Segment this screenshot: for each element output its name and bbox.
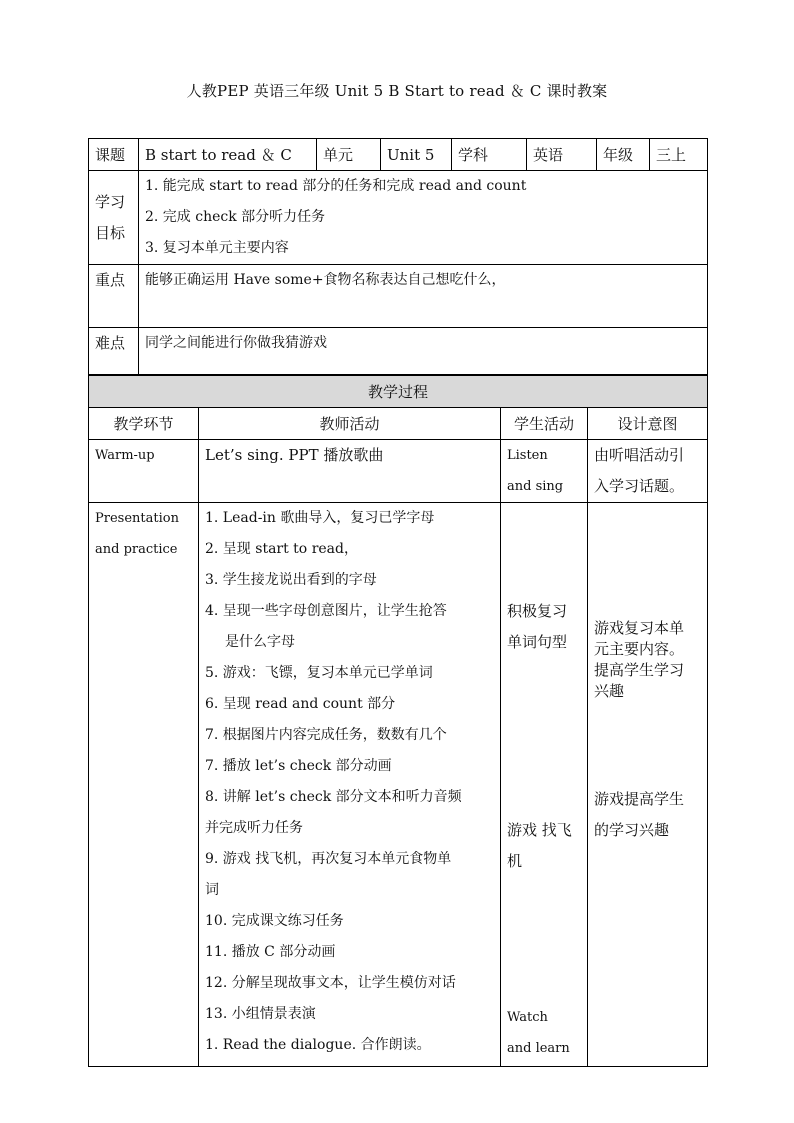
goals-list <box>139 171 708 265</box>
process-band: 教学过程 <box>89 376 708 408</box>
key-point-label: 重点 <box>89 265 139 328</box>
goal-item: 3. 复习本单元主要内容 <box>145 240 289 256</box>
topic-label: 课题 <box>89 139 139 171</box>
teacher-step: 9. 游戏 找飞机，再次复习本单元食物单 <box>205 851 452 867</box>
teacher-step: 8. 讲解 let’s check 部分文本和听力音频 <box>205 789 462 805</box>
teacher-step: 5. 游戏：飞镖，复习本单元已学单词 <box>205 665 433 681</box>
header-row <box>89 139 708 171</box>
teaching-process-table <box>88 375 708 1067</box>
teacher-step: 7. 根据图片内容完成任务，数数有几个 <box>205 727 447 743</box>
column-header-row <box>89 408 708 440</box>
teacher-step: 12. 分解呈现故事文本，让学生模仿对话 <box>205 975 456 991</box>
teacher-step: 11. 播放 C 部分动画 <box>205 944 336 960</box>
student-activity-review: 积极复习 单词句型 <box>507 602 568 651</box>
warmup-row <box>89 440 708 503</box>
teacher-step: 1. Lead-in 歌曲导入，复习已学字母 <box>205 510 435 526</box>
teacher-step: 13. 小组情景表演 <box>205 1006 316 1022</box>
presentation-teacher <box>199 503 501 1067</box>
intent-review: 游戏复习本单 元主要内容。 提高学生学习 兴趣 <box>594 619 685 700</box>
col-stage-header: 教学环节 <box>89 408 199 440</box>
presentation-row <box>89 503 708 1067</box>
document-title: 人教PEP 英语三年级 Unit 5 B Start to read ＆ C 课时教案 <box>186 82 608 100</box>
unit-label: 单元 <box>317 139 381 171</box>
subject-label: 学科 <box>452 139 527 171</box>
warmup-stage: Warm-up <box>89 440 199 503</box>
difficulty-label: 难点 <box>89 328 139 375</box>
warmup-intent: 由听唱活动引 入学习话题。 <box>588 440 708 503</box>
difficulty-text: 同学之间能进行你做我猜游戏 <box>139 328 708 375</box>
grade-label: 年级 <box>597 139 650 171</box>
presentation-student <box>501 503 588 1067</box>
intent-game: 游戏提高学生 的学习兴趣 <box>594 790 685 839</box>
presentation-stage: Presentation and practice <box>89 503 199 1067</box>
col-student-header: 学生活动 <box>501 408 588 440</box>
teacher-step: 10. 完成课文练习任务 <box>205 913 344 929</box>
goals-row <box>89 171 708 265</box>
teacher-step: 3. 学生接龙说出看到的字母 <box>205 572 377 588</box>
student-activity-game: 游戏 找飞 机 <box>507 821 572 870</box>
student-activity-watch: Watch and learn <box>507 1010 570 1056</box>
warmup-student: Listen and sing <box>501 440 588 503</box>
teacher-step: 词 <box>205 882 219 898</box>
key-point-text: 能够正确运用 Have some+食物名称表达自己想吃什么， <box>139 265 708 328</box>
topic-value: B start to read ＆ C <box>139 139 317 171</box>
col-teacher-header: 教师活动 <box>199 408 501 440</box>
teacher-step: 7. 播放 let’s check 部分动画 <box>205 758 392 774</box>
teacher-step: 2. 呈现 start to read， <box>205 541 358 557</box>
key-point-row <box>89 265 708 328</box>
goals-label: 学习 目标 <box>89 171 139 265</box>
teacher-step: 并完成听力任务 <box>205 820 303 836</box>
teacher-step: 1. Read the dialogue. 合作朗读。 <box>205 1037 431 1053</box>
warmup-teacher: Let’s sing. PPT 播放歌曲 <box>199 440 501 503</box>
lesson-info-table <box>88 138 708 375</box>
col-intent-header: 设计意图 <box>588 408 708 440</box>
teacher-step: 是什么字母 <box>225 634 295 650</box>
goal-item: 1. 能完成 start to read 部分的任务和完成 read and count <box>145 178 527 194</box>
grade-value: 三上 <box>650 139 708 171</box>
subject-value: 英语 <box>527 139 597 171</box>
process-band-row <box>89 376 708 408</box>
goal-item: 2. 完成 check 部分听力任务 <box>145 209 326 225</box>
presentation-intent <box>588 503 708 1067</box>
teacher-step: 4. 呈现一些字母创意图片，让学生抢答 <box>205 603 447 619</box>
teacher-step: 6. 呈现 read and count 部分 <box>205 696 396 712</box>
unit-value: Unit 5 <box>381 139 452 171</box>
difficulty-row <box>89 328 708 375</box>
